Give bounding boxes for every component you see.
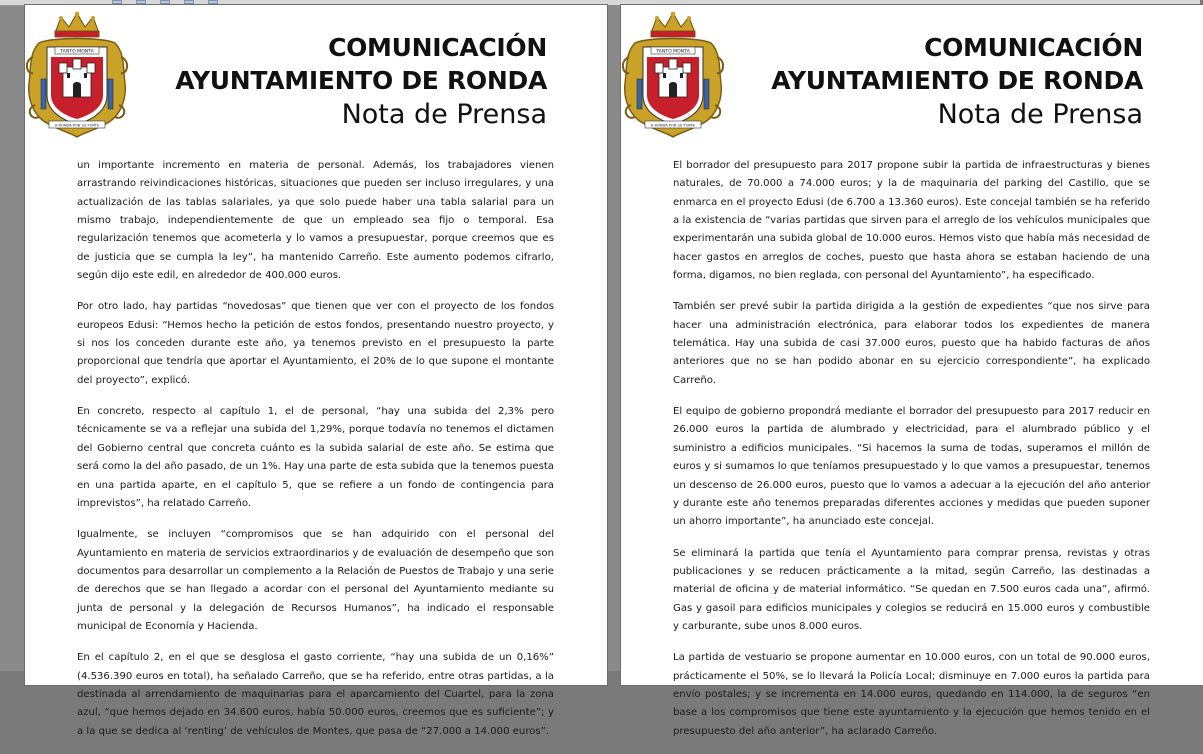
header-title-line2: AYUNTAMIENTO DE RONDA: [175, 66, 547, 95]
ronda-crest-logo: [25, 9, 129, 139]
header-title-line2: AYUNTAMIENTO DE RONDA: [771, 66, 1143, 95]
paragraph: Por otro lado, hay partidas “novedosas” que tienen que ver con el proyecto de los fondos europeos Edusi: “Hemos hecho la petición de estos fondos, presentando nuestro proyecto, y si nos los conceden durante este año, ya tenemos previsto en el presupuesto la parte proporcional que tendría que aportar el Ayuntamiento, el 20% de lo que supone el montante del proyecto”, explicó.: [77, 301, 554, 386]
svg-text:TANTO MONTA: TANTO MONTA: [656, 49, 690, 55]
paragraph: La partida de vestuario se propone aumentar en 10.000 euros, con un total de 90.000 euros, prácticamente el 50%, se lo llevará la Policía Local; disminuye en 7.000 euros la partida para envío postales; y se incrementa en 14.000 euros, quedando en 114.000, la de seguros “en base a los compromisos que tiene este ayuntamiento y la ejecución que hemos tenido en el presupuesto del año anterior”, ha aclarado Carreño.: [673, 652, 1150, 737]
svg-text:A RONDA POR SU FORTE: A RONDA POR SU FORTE: [650, 123, 696, 128]
header-title-line1: COMUNICACIÓN: [924, 33, 1143, 62]
toolbar-button[interactable]: [208, 0, 218, 4]
page-gutter: [607, 5, 621, 671]
svg-text:A RONDA POR SU FORTE: A RONDA POR SU FORTE: [54, 123, 100, 128]
paragraph: En concreto, respecto al capítulo 1, el de personal, “hay una subida del 2,3% pero técnicamente se va a reflejar una subida del 1,29%, porque todavía no tenemos el dictamen del Gobierno central que concreta cuánto es la subida salarial de este año. Se estima que será como la del año pasado, de un 1%. Hay una parte de esta subida que la tenemos puesta en una partida aparte, en el capítulo 5, que se refiere a un fondo de contingencia para imprevistos”, ha relatado Carreño.: [77, 406, 554, 509]
toolbar-button[interactable]: [112, 0, 122, 4]
toolbar-button[interactable]: [136, 0, 146, 4]
page-header: [175, 31, 547, 132]
toolbar-button[interactable]: [160, 0, 170, 4]
paragraph: El borrador del presupuesto para 2017 propone subir la partida de infraestructuras y bienes naturales, de 70.000 a 74.000 euros; y la de maquinaria del parking del Castillo, que se enmarca en el proyecto Edusi (de 6.700 a 13.360 euros). Este concejal también se ha referido a la existencia de “varias partidas que sirven para el arreglo de los vehículos municipales que experimentarán una subida global de 10.000 euros. Hemos visto que había más necesidad de hacer gastos en arreglos de coches, puesto que hasta ahora se estaban haciendo de una forma, digamos, no bien reglada, con personal del Ayuntamiento”, ha especificado.: [673, 160, 1150, 282]
page-left: [25, 5, 607, 737]
header-title-line1: COMUNICACIÓN: [328, 33, 547, 62]
paragraph: El equipo de gobierno propondrá mediante el borrador del presupuesto para 2017 reducir en 26.000 euros la partida de alumbrado y electricidad, para el alumbrado público y el suministro a edificios municipales. “Si hacemos la suma de todas, superamos el millón de euros y si sumamos lo que teníamos presupuestado y lo que vamos a presupuestar, tenemos un descenso de 26.000 euros, puesto que lo vamos a adecuar a la ejecución del año anterior y durante este año tenemos preparadas diferentes acciones y medidas que pueden suponer un ahorro importante”, ha anunciado este concejal.: [673, 406, 1150, 528]
ronda-crest-logo: [621, 9, 725, 139]
svg-text:TANTO MONTA: TANTO MONTA: [60, 49, 94, 55]
paragraph: un importante incremento en materia de personal. Además, los trabajadores vienen arrastrando reivindicaciones históricas, situaciones que pueden ser incluso irregulares, y una actualización de las tablas salariales, ya que solo puede haber una tabla salarial para un mismo trabajo, independientemente de que un empleado sea fijo o temporal. Esa regularización tenemos que acometerla y lo vamos a presupuestar, porque creemos que es de justicia que se cumpla la ley”, ha mantenido Carreño. Este aumento podemos cifrarlo, según dijo este edil, en alrededor de 400.000 euros.: [77, 160, 554, 282]
toolbar-button[interactable]: [184, 0, 194, 4]
paragraph: Igualmente, se incluyen “compromisos que se han adquirido con el personal del Ayuntamiento en materia de servicios extraordinarios y de evaluación de desempeño que son documentos para desarrollar un complemento a la Relación de Puestos de Trabajo y una serie de derechos que se han llegado a acordar con el personal del Ayuntamiento mediante su junta de personal y la delegación de Recursos Humanos”, ha indicado el responsable municipal de Economía y Hacienda.: [77, 529, 554, 632]
paragraph: En el capítulo 2, en el que se desglosa el gasto corriente, “hay una subida de un 0,16%” (4.536.390 euros en total), ha señalado Carreño, que se ha referido, entre otras partidas, a la destinada al arrendamiento de maquinarias para el aparcamiento del Cuartel, para la zona azul, “que hemos dejado en 34.600 euros, había 50.000 euros, creemos que es suficiente”; y a la que se dedica al ‘renting’ de vehículos de Montes, que pasa de “27.000 a 14.000 euros”.: [77, 652, 554, 737]
header-subtitle: Nota de Prensa: [937, 99, 1143, 130]
page-body: [77, 157, 554, 754]
page-header: [771, 31, 1143, 132]
page-body: [673, 157, 1150, 754]
page-right: [621, 5, 1203, 737]
paragraph: Se eliminará la partida que tenía el Ayuntamiento para comprar prensa, revistas y otras publicaciones y se reducen prácticamente a la mitad, según Carreño, las destinadas a material de oficina y de material informático. “Se quedan en 7.500 euros cada una”, afirmó. Gas y gasoil para edificios municipales y colegios se reducirá en 15.000 euros y combustible y carburante, sube unos 8.000 euros.: [673, 547, 1150, 632]
paragraph: También ser prevé subir la partida dirigida a la gestión de expedientes “que nos sirve para hacer una administración electrónica, para elaborar todos los expedientes de manera telemática. Hay una subida de casi 37.000 euros, puesto que ha habido facturas de años anteriores que no se han podido abonar en su ejercicio correspondiente”, ha explicado Carreño.: [673, 301, 1150, 386]
header-subtitle: Nota de Prensa: [341, 99, 547, 130]
